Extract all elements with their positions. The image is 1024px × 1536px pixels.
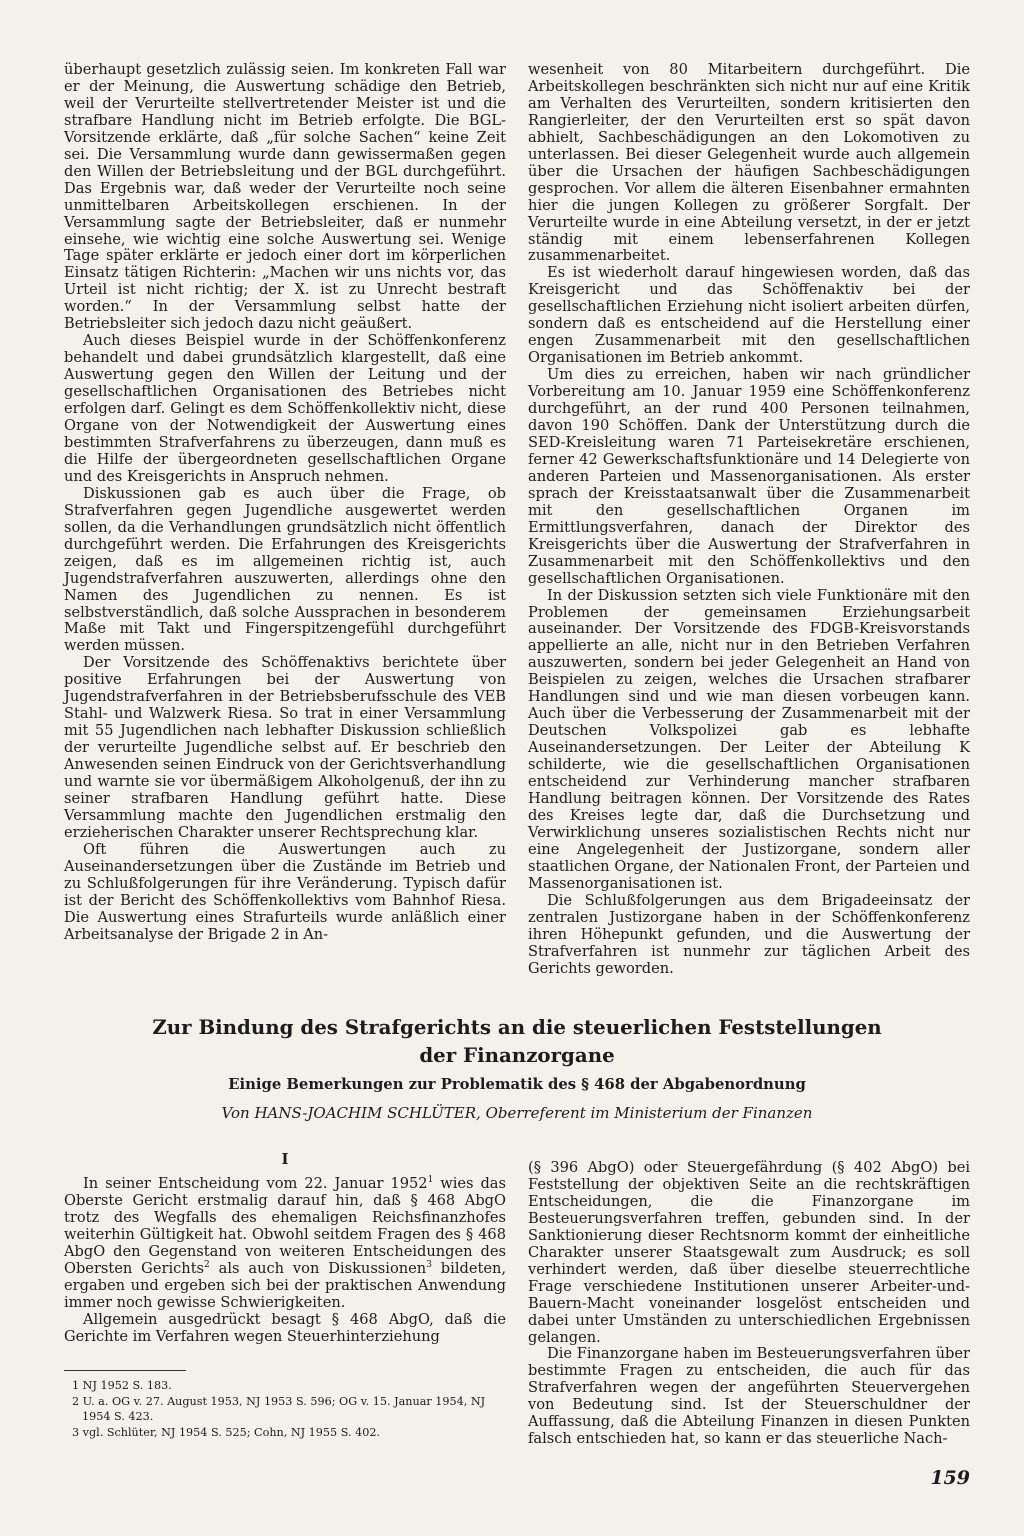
paragraph: (§ 396 AbgO) oder Steuergefährdung (§ 402 AbgO) bei Feststellung der objektiven Seite an die rechtskräftigen Entscheidungen, die die Finanzorgane im Besteuerungsverfahren treffen, gebunden sind. In der Sanktionierung dieser Rechtsnorm kommt der einheitliche Charakter unserer Staatsgewalt zum Ausdruck; es soll verhindert werden, daß über dieselbe steuerrechtliche Frage verschiedene Institutionen unserer Arbeiter-und-Bauern-Macht voneinander losgelöst entscheiden und dabei unter Umständen zu unterschiedlichen Ergebnissen gelangen. xyxy=(528,1159,970,1346)
paragraph: Allgemein ausgedrückt besagt § 468 AbgO, daß die Gerichte im Verfahren wegen Steuerhinterziehung xyxy=(64,1310,506,1345)
text-run: wies das Oberste Gericht erstmalig darauf hin, daß § 468 AbgO trotz des Wegfalls des ehemaligen Reichsfinanzhofes weiterhin Gültigkeit hat. Obwohl seitdem Fragen des § 468 AbgO den Gegenstand von weiteren Entscheidungen des Obersten Gerichts xyxy=(64,1175,506,1277)
text-run: In seiner Entscheidung vom 22. Januar 1952 xyxy=(83,1175,428,1192)
paragraph: Oft führen die Auswertungen auch zu Auseinandersetzungen über die Zustände im Betrieb und zu Schlußfolgerungen für ihre Veränderung. Typisch dafür ist der Bericht des Schöffenkollektivs vom Bahnhof Riesa. Die Auswertung eines Strafurteils wurde anläßlich einer Arbeitsanalyse der Brigade 2 in An- xyxy=(64,840,506,943)
paragraph: Diskussionen gab es auch über die Frage, ob Strafverfahren gegen Jugendliche ausgewertet werden sollen, da die Verhandlungen grundsätzlich nicht öffentlich durchgeführt werden. Die Erfahrungen des Kreisgerichts zeigen, daß es im allgemeinen richtig ist, auch Jugendstrafverfahren auszuwerten, allerdings ohne den Namen des Jugendlichen zu nennen. Es ist selbstverständlich, daß solche Aussprachen in besonderem Maße mit Takt und Fingerspitzengefühl durchgeführt werden müssen. xyxy=(64,484,506,655)
footnotes xyxy=(64,1378,506,1440)
paragraph: Der Vorsitzende des Schöffenaktivs berichtete über positive Erfahrungen bei der Auswertung von Jugendstrafverfahren in der Betriebsberufsschule des VEB Stahl- und Walzwerk Riesa. So trat in einer Versammlung mit 55 Jugendlichen nach lebhafter Diskussion schließlich der verurteilte Jugendliche selbst auf. Er beschrieb den Anwesenden seinen Eindruck von der Gerichtsverhandlung und warnte sie vor übermäßigem Alkoholgenuß, der ihn zu seiner strafbaren Handlung geführt hatte. Diese Versammlung machte den Jugendlichen erstmalig den erzieherischen Charakter unserer Rechtsprechung klar. xyxy=(64,654,506,841)
footnote-divider xyxy=(64,1370,186,1371)
footnote-ref: 3 xyxy=(426,1259,432,1270)
article-byline xyxy=(64,1104,970,1122)
byline-author: HANS-JOACHIM SCHLÜTER xyxy=(254,1104,477,1122)
byline-prefix: Von xyxy=(221,1104,255,1122)
column-bottom-left xyxy=(64,1176,506,1346)
footnote-ref: 2 xyxy=(204,1259,210,1270)
paragraph: In der Diskussion setzten sich viele Funktionäre mit den Problemen der gemeinsamen Erziehungsarbeit auseinander. Der Vorsitzende des FDGB-Kreisvorstands appellierte an alle, nicht nur in den Betrieben Verfahren auszuwerten, sondern bei jeder Gelegenheit an Hand von Beispielen zu zeigen, welches die Ursachen strafbarer Handlungen sind und wie man diesen vorbeugen kann. Auch über die Verbesserung der Zusammenarbeit mit der Deutschen Volkspolizei gab es lebhafte Auseinandersetzungen. Der Leiter der Abteilung K schilderte, wie die gesellschaftlichen Organisationen entscheidend zur Verhinderung mancher strafbaren Handlung beitragen können. Der Vorsitzende des Rates des Kreises legte dar, daß die Durchsetzung und Verwirklichung unseres sozialistischen Rechts nicht nur eine Angelegenheit der Justizorgane, sondern aller staatlichen Organe, der Nationalen Front, der Parteien und Massenorganisationen ist. xyxy=(528,586,970,892)
text-run: als auch von Diskussionen xyxy=(209,1259,427,1277)
article-title-line: Zur Bindung des Strafgerichts an die steuerlichen Feststellungen xyxy=(152,1015,882,1039)
column-top-right xyxy=(528,62,970,977)
paragraph: überhaupt gesetzlich zulässig seien. Im konkreten Fall war er der Meinung, die Auswertung schädige den Betrieb, weil der Verurteilte stellvertretender Meister ist und die strafbare Handlung nicht im Betrieb erfolgte. Die BGL-Vorsitzende erklärte, daß „für solche Sachen“ keine Zeit sei. Die Versammlung wurde dann gewissermaßen gegen den Willen der Betriebsleitung und der BGL durchgeführt. Das Ergebnis war, daß weder der Verurteilte noch seine unmittelbaren Arbeitskollegen erschienen. In der Versammlung sagte der Betriebsleiter, daß er nunmehr einsehe, wie wichtig eine solche Auswertung sei. Wenige Tage später erklärte er jedoch einer dort im körperlichen Einsatz tätigen Richterin: „Machen wir uns nichts vor, das Urteil ist nicht richtig; der X. ist zu Unrecht bestraft worden.“ In der Versammlung selbst hatte der Betriebsleiter sich jedoch dazu nicht geäußert. xyxy=(64,61,506,333)
footnote: 3 vgl. Schlüter, NJ 1954 S. 525; Cohn, NJ 1955 S. 402. xyxy=(72,1425,380,1439)
article-title-line: der Finanzorgane xyxy=(419,1043,615,1067)
paragraph: Um dies zu erreichen, haben wir nach gründlicher Vorbereitung am 10. Januar 1959 eine Schöffenkonferenz durchgeführt, an der rund 400 Personen teilnahmen, davon 190 Schöffen. Dank der Unterstützung durch die SED-Kreisleitung waren 71 Parteisekretäre erschienen, ferner 42 Gewerkschaftsfunktionäre und 14 Delegierte von anderen Parteien und Massenorganisationen. Als erster sprach der Kreisstaatsanwalt über die Zusammenarbeit mit den gesellschaftlichen Organen im Ermittlungsverfahren, danach der Direktor des Kreisgerichts über die Auswertung der Strafverfahren in Zusammenarbeit mit den Schöffenkollektivs und den gesellschaftlichen Organisationen. xyxy=(528,366,970,587)
footnote-ref: 1 xyxy=(427,1175,434,1186)
section-number: I xyxy=(281,1150,289,1168)
paragraph: Die Finanzorgane haben im Besteuerungsverfahren über bestimmte Fragen zu entscheiden, die auch für das Strafverfahren wegen der angeführten Steuervergehen von Bedeutung sind. Ist der Steuerschuldner der Auffassung, daß die Abteilung Finanzen in diesen Punkten falsch entschieden hat, so kann er das steuerliche Nach- xyxy=(528,1345,970,1448)
paragraph: Es ist wiederholt darauf hingewiesen worden, daß das Kreisgericht und das Schöffenaktiv bei der gesellschaftlichen Erziehung nicht isoliert arbeiten dürfen, sondern daß es entscheidend auf die Herstellung einer engen Zusammenarbeit mit den gesellschaftlichen Organisationen im Betrieb ankommt. xyxy=(528,264,970,367)
footnote: 2 U. a. OG v. 27. August 1953, NJ 1953 S. 596; OG v. 15. Januar 1954, NJ 1954 S. 423. xyxy=(72,1394,486,1423)
byline-role: , Oberreferent im Ministerium der Finanzen xyxy=(476,1104,813,1122)
column-top-left xyxy=(64,62,506,944)
paragraph: Die Schlußfolgerungen aus dem Brigadeeinsatz der zentralen Justizorgane haben in der Schöffenkonferenz ihren Höhepunkt gefunden, und die Auswertung der Strafverfahren ist nunmehr zur täglichen Arbeit des Gerichts geworden. xyxy=(528,891,970,977)
article-title xyxy=(64,1013,970,1069)
article-subtitle: Einige Bemerkungen zur Problematik des § 468 der Abgabenordnung xyxy=(228,1076,806,1093)
paragraph: wesenheit von 80 Mitarbeitern durchgeführt. Die Arbeitskollegen beschränkten sich nicht nur auf eine Kritik am Verhalten des Verurteilten, sondern kritisierten den Rangierleiter, der den Verurteilten erst so spät davon abhielt, Sachbeschädigungen an den Lokomotiven zu unterlassen. Bei dieser Gelegenheit wurde auch allgemein über die Ursachen der häufigen Sachbeschädigungen gesprochen. Vor allem die älteren Eisenbahner ermahnten hier die jungen Kollegen zu größerer Sorgfalt. Der Verurteilte wurde in eine Abteilung versetzt, in der er jetzt ständig mit einem lebenserfahrenen Kollegen zusammenarbeitet. xyxy=(528,61,970,265)
page-number: 159 xyxy=(930,1467,970,1489)
paragraph: Auch dieses Beispiel wurde in der Schöffenkonferenz behandelt und dabei grundsätzlich klargestellt, daß eine Auswertung gegen den Willen der Leitung und der gesellschaftlichen Organisationen des Betriebes nicht erfolgen darf. Gelingt es dem Schöffenkollektiv nicht, diese Organe von der Notwendigkeit der Auswertung eines bestimmten Strafverfahrens zu überzeugen, dann muß es die Hilfe der übergeordneten gesellschaftlichen Organe und des Kreisgerichts in Anspruch nehmen. xyxy=(64,332,506,485)
paragraph xyxy=(64,1176,506,1312)
text-run: bildeten, ergaben und ergeben sich bei der praktischen Anwendung immer noch gewisse Schwierigkeiten. xyxy=(64,1259,507,1311)
column-bottom-right xyxy=(528,1160,970,1448)
footnote: 1 NJ 1952 S. 183. xyxy=(72,1379,172,1392)
